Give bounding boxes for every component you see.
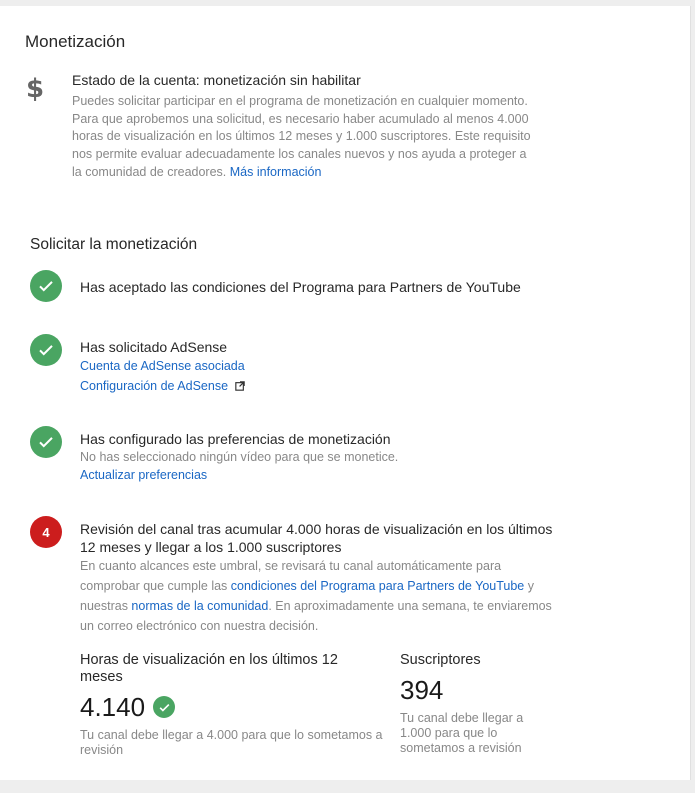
- step-title: Has solicitado AdSense: [80, 339, 228, 355]
- adsense-settings-link[interactable]: Configuración de AdSense: [80, 379, 229, 393]
- step-title: Has aceptado las condiciones del Programa para Partners de YouTube: [80, 279, 521, 295]
- step-title: Has configurado las preferencias de monetización: [80, 431, 391, 447]
- check-icon: [30, 334, 62, 366]
- step-number-badge: 4: [30, 516, 62, 548]
- metric-value: [80, 692, 400, 722]
- review-text-c: . En aproximadamente una semana, te enviaremos un correo electrónico con nuestra decisión.: [80, 599, 552, 633]
- apply-title: Solicitar la monetización: [30, 236, 198, 253]
- metric-value: [400, 675, 540, 705]
- monetization-card: [0, 6, 691, 780]
- watch-hours-metric: [80, 652, 400, 758]
- update-preferences-link[interactable]: Actualizar preferencias: [80, 468, 208, 482]
- dollar-icon: $: [26, 74, 45, 104]
- step-text: No has seleccionado ningún vídeo para que se monetice.: [80, 450, 399, 464]
- account-description-text: Puedes solicitar participar en el programa de monetización en cualquier momento. Para que aprobemos una solicitud, es necesario haber acumulado al menos 4.000 horas de visualización en los últimos 12 meses y 1.000 suscriptores. Este requisito nos permite evaluar adecuadamente los canales nuevos y nos ayuda a proteger a la comunidad de creadores.: [72, 94, 531, 179]
- section-title: Monetización: [25, 32, 126, 51]
- metric-label: Suscriptores: [400, 652, 481, 668]
- subscribers-metric: [400, 652, 540, 756]
- metric-note: Tu canal debe llegar a 1.000 para que lo sometamos a revisión: [400, 711, 524, 755]
- account-status-description: [72, 93, 537, 182]
- more-info-link[interactable]: Más información: [229, 164, 322, 179]
- watch-hours-value: 4.140: [80, 692, 146, 722]
- community-guidelines-link[interactable]: normas de la comunidad: [131, 599, 269, 613]
- review-text-a: En cuanto alcances este umbral, se revisará tu canal automáticamente para comprobar que cumple las: [80, 559, 502, 593]
- subscribers-value: 394: [400, 675, 444, 705]
- account-status-title: Estado de la cuenta: monetización sin habilitar: [72, 72, 361, 88]
- check-icon: [30, 270, 62, 302]
- ypp-terms-link[interactable]: condiciones del Programa para Partners de YouTube: [230, 579, 525, 593]
- metric-note: Tu canal debe llegar a 4.000 para que lo sometamos a revisión: [80, 728, 383, 757]
- step-text: [80, 556, 560, 636]
- adsense-account-link[interactable]: Cuenta de AdSense asociada: [80, 359, 245, 373]
- external-link-icon: [235, 381, 245, 391]
- review-text-b: y nuestras: [80, 579, 534, 613]
- check-icon: [30, 426, 62, 458]
- check-icon: [153, 696, 175, 718]
- metric-label: Horas de visualización en los últimos 12 meses: [80, 652, 338, 685]
- step-title: Revisión del canal tras acumular 4.000 horas de visualización en los últimos 12 meses y llegar a los 1.000 suscriptores: [80, 521, 553, 555]
